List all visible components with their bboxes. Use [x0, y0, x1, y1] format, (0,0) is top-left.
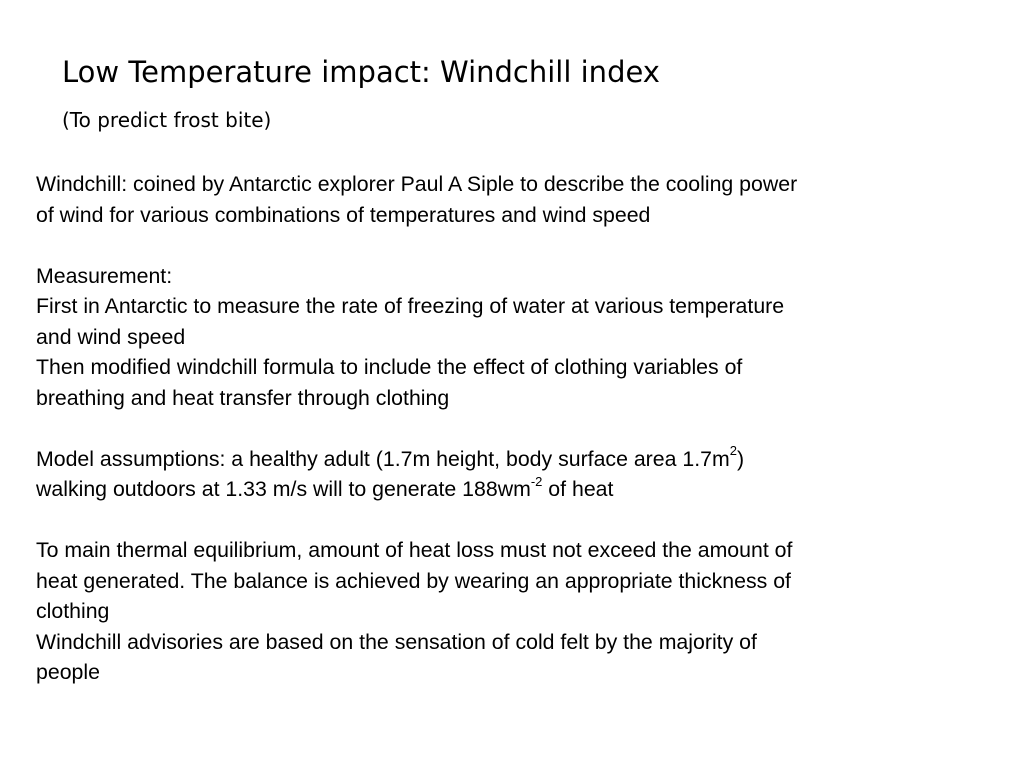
paragraph-gap	[36, 230, 986, 261]
paragraph-gap	[36, 413, 986, 444]
equilibrium-line-3: clothing	[36, 599, 110, 623]
model-line-1-close: )	[736, 446, 745, 471]
slide-title: Low Temperature impact: Windchill index	[62, 55, 660, 89]
definition-line-1: Windchill: coined by Antarctic explorer Paul A Siple to describe the cooling power	[36, 172, 798, 196]
slide-subtitle: (To predict frost bite)	[62, 108, 272, 132]
equilibrium-line-2: heat generated. The balance is achieved by wearing an appropriate thickness of	[36, 568, 791, 593]
unit-exponent: -2	[530, 473, 543, 489]
advisory-line-2: people	[36, 660, 100, 684]
measurement-line-3: Then modified windchill formula to include the effect of clothing variables of	[36, 355, 743, 379]
measurement-line-1: First in Antarctic to measure the rate of freezing of water at various temperature	[36, 294, 785, 318]
measurement-line-2: and wind speed	[36, 324, 186, 349]
model-line-2	[36, 474, 986, 505]
model-line-1	[36, 444, 986, 475]
slide-body	[36, 169, 986, 688]
model-line-2-tail: of heat	[542, 477, 614, 501]
measurement-heading: Measurement:	[36, 263, 173, 288]
definition-line-2: of wind for various combinations of temperatures and wind speed	[36, 202, 651, 227]
measurement-line-4: breathing and heat transfer through clothing	[36, 385, 450, 410]
equilibrium-line-1: To main thermal equilibrium, amount of heat loss must not exceed the amount of	[36, 538, 793, 562]
model-line-2-text: walking outdoors at 1.33 m/s will to generate 188wm	[36, 477, 531, 501]
paragraph-gap	[36, 505, 986, 536]
model-line-1-text: Model assumptions: a healthy adult (1.7m height, body surface area 1.7m	[36, 446, 730, 471]
advisory-line-1: Windchill advisories are based on the sensation of cold felt by the majority of	[36, 629, 757, 654]
area-exponent: 2	[729, 443, 737, 459]
